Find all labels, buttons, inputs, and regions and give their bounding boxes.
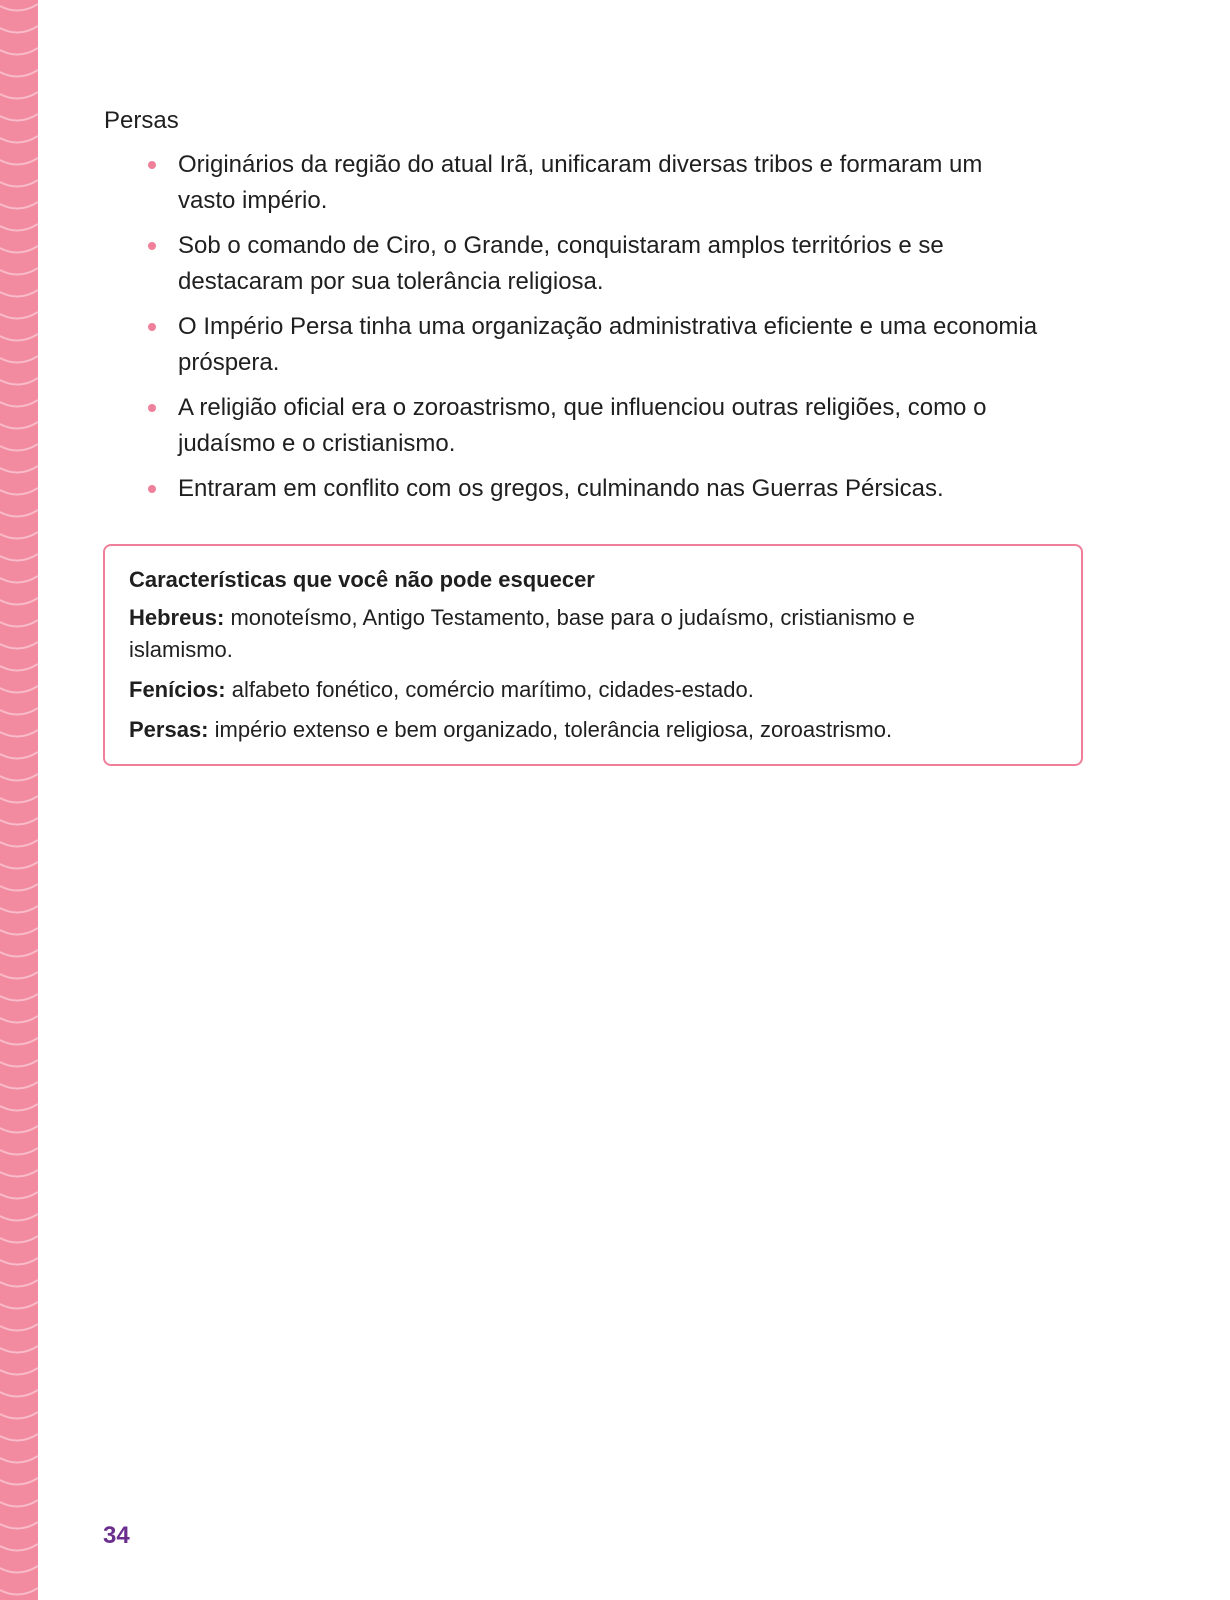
list-item [146,147,1046,219]
summary-item-label: Persas: [129,717,209,742]
summary-box [103,544,1083,766]
summary-item-persas [129,714,1059,746]
summary-item-label: Fenícios: [129,677,226,702]
summary-item-fenicios [129,674,1059,706]
section-title: Persas [104,107,179,134]
list-item [146,228,1046,300]
list-item [146,390,1046,462]
bullet-dot-icon [148,485,156,493]
summary-item-label: Hebreus: [129,605,225,630]
decorative-side-strip [0,0,38,1600]
bullet-dot-icon [148,161,156,169]
summary-item-hebreus [129,602,959,666]
summary-item-text: alfabeto fonético, comércio marítimo, cidades-estado. [231,677,754,702]
bullet-list [146,147,1046,516]
bullet-dot-icon [148,404,156,412]
list-item-text: Entraram em conflito com os gregos, culminando nas Guerras Pérsicas. [178,475,944,502]
bullet-dot-icon [148,242,156,250]
list-item-text: Originários da região do atual Irã, unificaram diversas tribos e formaram um vasto império. [178,151,983,214]
summary-item-text: império extenso e bem organizado, tolerância religiosa, zoroastrismo. [214,717,893,742]
list-item-text: A religião oficial era o zoroastrismo, que influenciou outras religiões, como o judaísmo e o cristianismo. [178,394,987,457]
bullet-dot-icon [148,323,156,331]
page-number: 34 [103,1522,130,1549]
summary-box-title: Características que você não pode esquecer [129,567,595,592]
summary-item-text: monoteísmo, Antigo Testamento, base para o judaísmo, cristianismo e islamismo. [129,605,915,662]
list-item-text: Sob o comando de Ciro, o Grande, conquistaram amplos territórios e se destacaram por sua tolerância religiosa. [178,232,944,295]
list-item-text: O Império Persa tinha uma organização administrativa eficiente e uma economia próspera. [178,313,1038,376]
list-item [146,309,1046,381]
list-item [146,471,1046,507]
